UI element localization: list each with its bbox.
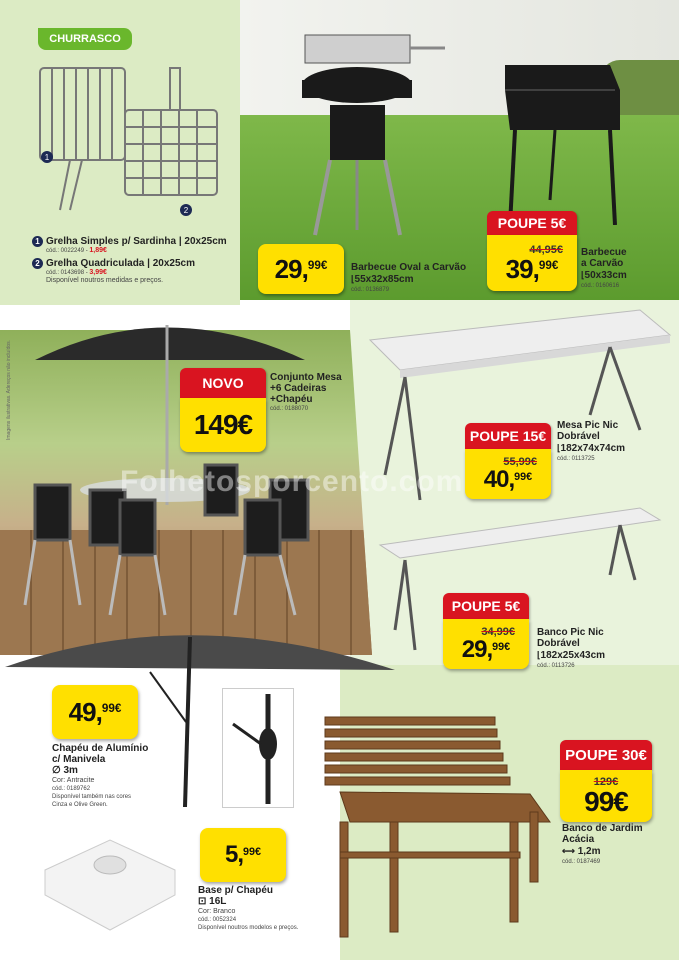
base-price <box>225 843 261 867</box>
svg-text:2: 2 <box>183 206 189 215</box>
banco-jardim-old-price: 129€ <box>593 775 619 788</box>
grill-images <box>20 60 230 230</box>
price-dec: 99€ <box>538 258 559 272</box>
barbecue-oval-price <box>275 256 328 282</box>
barbecue-oval-price-tag <box>258 244 344 294</box>
conjunto-code: cód.: 0188070 <box>270 406 309 412</box>
crank-detail-image <box>223 689 293 807</box>
chapeu-size: 3m <box>63 765 78 776</box>
conjunto-name-1: Conjunto Mesa <box>270 372 342 383</box>
mesa-info <box>557 420 625 463</box>
banco-picnic-badge: POUPE 5€ <box>443 593 529 619</box>
barbecue-oval-name: Barbecue Oval a Carvão <box>351 262 467 273</box>
number-badge: 2 <box>32 258 43 269</box>
banco-picnic-dims-line <box>537 649 605 662</box>
banco-jardim-size: 1,2m <box>577 846 601 857</box>
price-int: 29, <box>461 635 493 663</box>
chapeu-note-1: Disponível também nas cores <box>52 794 132 800</box>
chapeu-note-2: Cinza e Olive Green. <box>52 802 108 808</box>
banco-jardim-code: cód.: 0187469 <box>562 859 601 865</box>
banco-picnic-code: cód.: 0113726 <box>537 663 575 669</box>
base-image <box>35 830 185 935</box>
barbecue-carvao-dims-line <box>581 269 627 282</box>
mesa-name-2: Dobrável <box>557 431 600 442</box>
chapeu-info <box>52 743 212 809</box>
price-int: 5, <box>224 841 243 868</box>
barbecue-carvao-dims: 50x33cm <box>584 270 627 281</box>
barbecue-oval-code: cód.: 0136879 <box>351 287 390 293</box>
dimension-icon: ⌊ <box>581 270 585 280</box>
banco-jardim-badge: POUPE 30€ <box>560 740 652 770</box>
chapeu-color: Cor: Antracite <box>52 777 95 784</box>
price-dec: 99€ <box>514 470 533 483</box>
chapeu-name-1: Chapéu de Alumínio <box>52 743 149 754</box>
banco-picnic-name-1: Banco Pic Nic <box>537 627 604 638</box>
banco-jardim-name-1: Banco de Jardim <box>562 823 643 834</box>
number-badge: 1 <box>32 236 43 247</box>
grelha-quadriculada <box>32 258 237 269</box>
barbecue-carvao-image <box>495 50 630 225</box>
conjunto-badge: NOVO <box>180 368 266 398</box>
side-note: Imagens ilustrativas. Adereços não incluídos. <box>6 339 12 440</box>
grelhas-info <box>32 236 237 285</box>
mesa-old-price: 55,99€ <box>503 455 537 468</box>
price-int: 49, <box>68 697 102 727</box>
grelha-quadriculada-code-line <box>32 269 237 277</box>
chapeu-size-line <box>52 765 212 777</box>
conjunto-price: 149€ <box>193 409 253 440</box>
dimension-icon: ⌊ <box>351 274 355 284</box>
banco-jardim-image <box>320 712 555 942</box>
barbecue-carvao-name-1: Barbecue <box>581 247 627 258</box>
base-code: cód.: 0052324 <box>198 917 237 923</box>
banco-picnic-old-price: 34,99€ <box>481 625 515 638</box>
conjunto-price-tag <box>180 398 266 452</box>
grelha-quadriculada-name: Grelha Quadriculada | 20x25cm <box>46 258 195 270</box>
conjunto-name-3: +Chapéu <box>270 394 313 405</box>
capacity-icon: ⊡ <box>198 896 207 907</box>
grelhas-note: Disponível noutros medidas e preços. <box>46 277 164 285</box>
svg-text:1: 1 <box>44 153 50 162</box>
conjunto-info <box>270 372 342 413</box>
base-price-tag <box>200 828 286 882</box>
banco-jardim-info <box>562 823 643 866</box>
chapeu-name-2: c/ Manivela <box>52 754 106 765</box>
grelha-simples-price: 1,89€ <box>89 247 107 255</box>
banco-picnic-price-tag <box>443 619 529 669</box>
dimension-icon: ⌊ <box>557 443 561 453</box>
conjunto-name-2: +6 Cadeiras <box>270 383 327 394</box>
base-note: Disponível noutros modelos e preços. <box>198 925 299 931</box>
grelha-simples <box>32 236 237 247</box>
barbecue-oval-info <box>351 262 466 294</box>
barbecue-carvao-price-tag <box>487 235 577 291</box>
price-dec: 99€ <box>243 846 262 858</box>
section-tag: CHURRASCO <box>38 28 132 50</box>
code: cód.: 0143698 - <box>46 270 88 277</box>
code: cód.: 0022249 - <box>46 248 88 255</box>
barbecue-oval-dims: 55x32x85cm <box>354 274 414 285</box>
mesa-dims: 182x74x74cm <box>560 443 626 454</box>
banco-jardim-size-line <box>562 845 643 858</box>
banco-jardim-name-2: Acácia <box>562 834 595 845</box>
base-name: Base p/ Chapéu <box>198 885 274 896</box>
barbecue-carvao-old-price: 44,95€ <box>529 243 563 256</box>
banco-picnic-price <box>461 635 511 663</box>
chapeu-price-tag <box>52 685 138 739</box>
base-capacity-line <box>198 896 338 908</box>
dimension-icon: ⌊ <box>537 650 541 660</box>
banco-jardim-price-tag <box>560 770 652 822</box>
price-int: 29, <box>274 254 308 284</box>
mesa-name-1: Mesa Pic Nic <box>557 420 619 431</box>
banco-picnic-name-2: Dobrável <box>537 638 580 649</box>
banco-picnic-dims: 182x25x43cm <box>540 650 606 661</box>
banco-jardim-price: 99€ <box>584 785 628 817</box>
mesa-code: cód.: 0113725 <box>557 456 595 462</box>
mesa-price-tag <box>465 449 551 499</box>
chapeu-code: cód.: 0189762 <box>52 786 91 792</box>
barbecue-oval-image <box>285 30 445 240</box>
barbecue-carvao-price <box>505 253 559 284</box>
barbecue-carvao-badge: POUPE 5€ <box>487 211 577 235</box>
barbecue-carvao-info <box>581 247 627 290</box>
diameter-icon: ∅ <box>52 765 61 776</box>
grelha-simples-code-line <box>32 247 237 255</box>
base-info <box>198 885 338 932</box>
base-color: Cor: Branco <box>198 908 236 915</box>
watermark: Folhetosporcento.com <box>120 465 464 498</box>
mesa-badge: POUPE 15€ <box>465 423 551 449</box>
grelha-simples-name: Grelha Simples p/ Sardinha | 20x25cm <box>46 236 227 248</box>
banco-picnic-info <box>537 627 605 670</box>
price-dec: 99€ <box>307 259 328 272</box>
barbecue-oval-dims-line <box>351 273 466 286</box>
barbecue-carvao-name-2: a Carvão <box>581 258 624 269</box>
price-int: 39, <box>505 253 539 284</box>
barbecue-carvao-code: cód.: 0160616 <box>581 283 620 289</box>
price-int: 40, <box>483 465 515 493</box>
base-capacity: 16L <box>209 896 227 907</box>
crank-detail <box>222 688 294 808</box>
mesa-price <box>483 465 533 493</box>
chapeu-price <box>69 699 122 725</box>
length-icon: ⟷ <box>562 846 575 856</box>
price-dec: 99€ <box>101 702 122 715</box>
price-dec: 99€ <box>492 640 511 653</box>
grelha-quadriculada-price: 3,99€ <box>89 269 107 277</box>
mesa-dims-line <box>557 442 625 455</box>
